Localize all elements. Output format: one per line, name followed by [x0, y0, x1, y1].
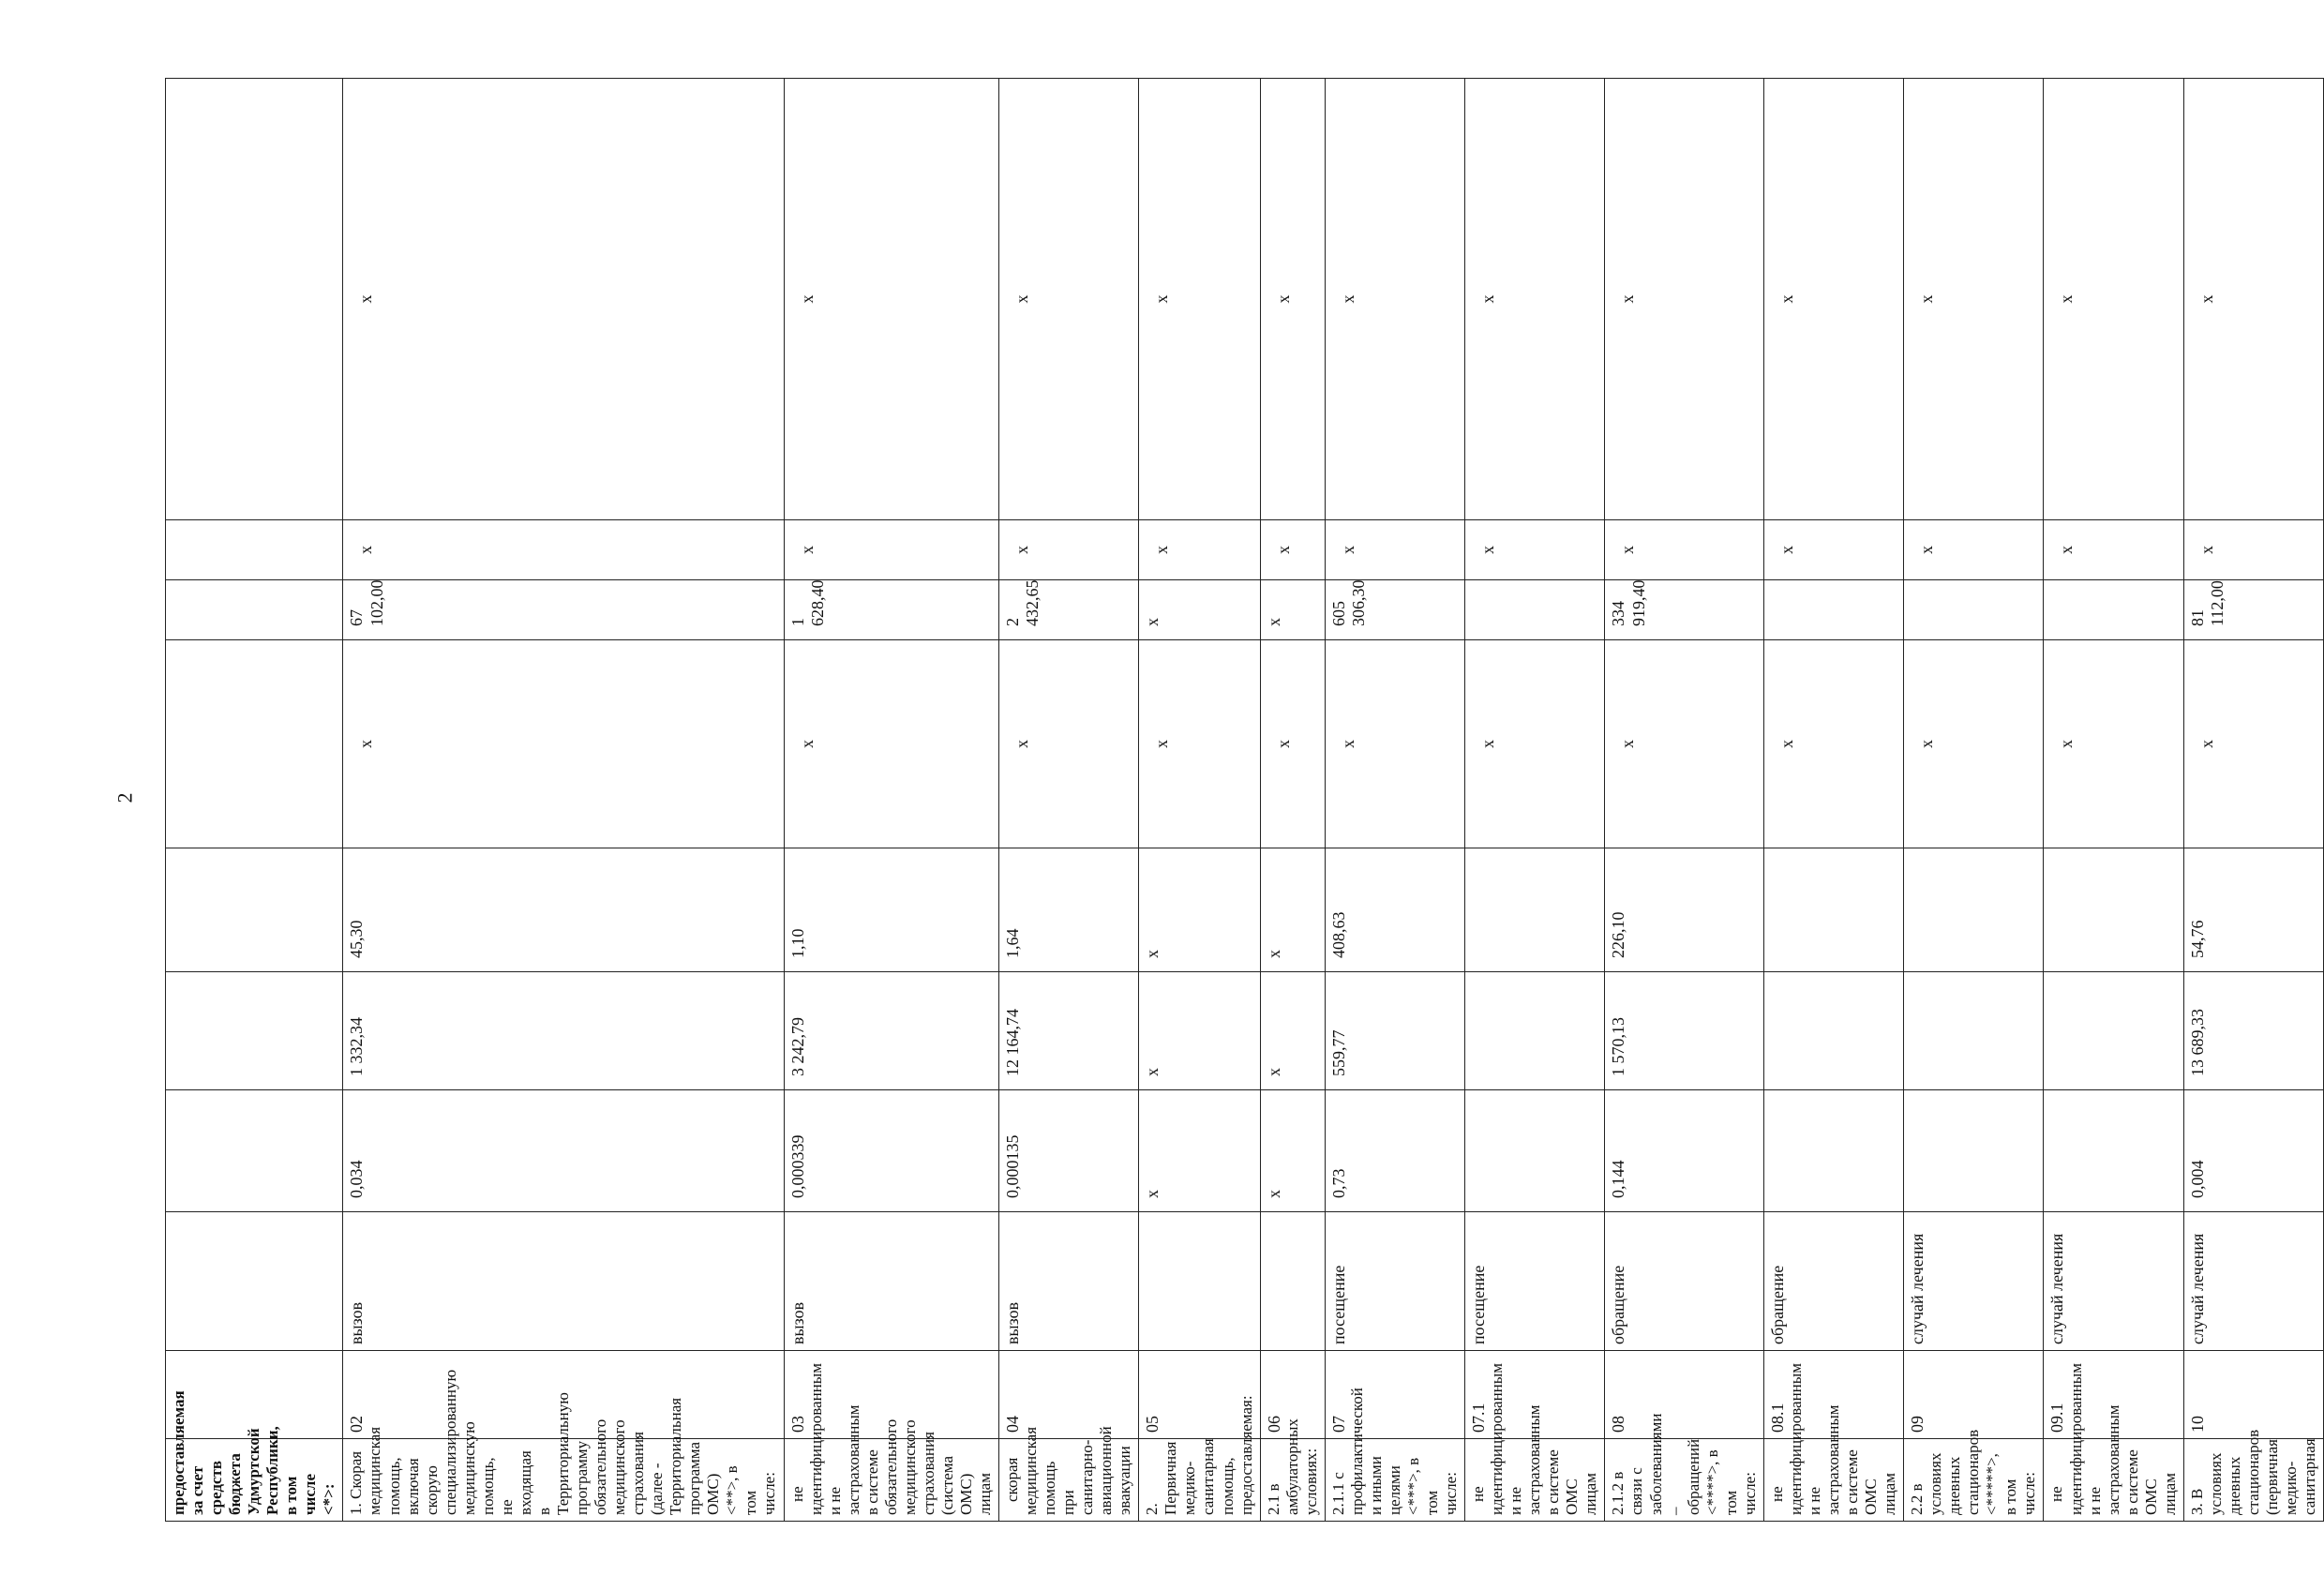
row-value-cell-text: х — [2057, 294, 2077, 304]
row-value-cell-text: 226,10 — [1609, 911, 1628, 958]
row-value-cell — [999, 580, 1139, 640]
row-value-cell-text: х — [1012, 546, 1032, 554]
row-value-cell-text: х — [1478, 294, 1498, 304]
row-name-cell-text: не идентифицированным и не застрахованным в системе ОМС лицам — [1469, 1363, 1600, 1515]
row-value-cell-text: 1,64 — [1003, 928, 1023, 958]
row-value-cell — [343, 580, 784, 640]
row-value-cell-text: х — [1152, 294, 1172, 304]
row-value-cell — [166, 972, 343, 1090]
row-name-cell-text: предоставляемая за счет средств бюджета Удмуртской Республики, в том числе <*>: — [170, 1390, 338, 1515]
row-value-cell-text: 45,30 — [347, 920, 367, 958]
table-row — [2044, 79, 2183, 1522]
table-row — [1139, 79, 1260, 1522]
table-row — [1260, 79, 1325, 1522]
row-value-cell — [1325, 972, 1464, 1090]
row-value-cell — [784, 848, 999, 972]
row-name-cell — [1904, 1429, 2044, 1522]
row-value-cell — [2044, 1090, 2183, 1212]
row-value-cell — [166, 79, 343, 520]
row-unit-cell-text: обращение — [1609, 1265, 1628, 1344]
row-unit-cell-text: случай лечения — [1908, 1233, 1927, 1344]
row-name-cell-text: 3. В условиях дневных стационаров (первичная медико-санитарная — [2187, 1429, 2319, 1515]
row-name-cell-text: 2.1.1 с профилактической и иными целями <***>, в том числе: — [1328, 1388, 1461, 1515]
row-value-cell — [1465, 848, 1605, 972]
row-value-cell — [784, 79, 999, 520]
row-name-cell-text: скорая медицинская помощь при санитарно-авиационной эвакуации — [1003, 1426, 1134, 1515]
row-code-cell-text: 09.1 — [2047, 1403, 2067, 1433]
row-value-cell — [1763, 1090, 1903, 1212]
row-code-cell — [2183, 1351, 2323, 1439]
row-value-cell — [2044, 640, 2183, 848]
row-value-cell-text: 0,000339 — [787, 1134, 807, 1198]
row-value-cell — [784, 972, 999, 1090]
row-value-cell-text: х — [1338, 546, 1357, 554]
row-value-cell — [1904, 79, 2044, 520]
row-value-cell-text: х — [797, 740, 817, 748]
row-value-cell — [2044, 972, 2183, 1090]
row-unit-cell-text: вызов — [1003, 1301, 1023, 1344]
row-value-cell — [1605, 972, 1763, 1090]
row-value-cell-text: х — [1273, 740, 1293, 748]
row-unit-cell-text: случай лечения — [2047, 1233, 2067, 1344]
row-value-cell — [1260, 79, 1325, 520]
row-value-cell — [2183, 640, 2323, 848]
row-value-cell — [2183, 972, 2323, 1090]
row-value-cell — [1139, 79, 1260, 520]
row-code-cell-text: 09 — [1908, 1416, 1927, 1433]
row-value-cell — [1260, 848, 1325, 972]
row-value-cell — [1763, 79, 1903, 520]
row-code-cell-text: 06 — [1264, 1416, 1283, 1433]
row-value-cell — [1465, 520, 1605, 580]
row-value-cell — [1465, 1090, 1605, 1212]
row-value-cell-text: 408,63 — [1328, 911, 1348, 958]
row-unit-cell-text: посещение — [1328, 1265, 1348, 1344]
row-value-cell — [1904, 580, 2044, 640]
row-value-cell-text: х — [1338, 294, 1357, 304]
row-value-cell-text: х — [356, 546, 376, 554]
row-code-cell-text: 08 — [1609, 1416, 1628, 1433]
row-value-cell-text: х — [2197, 294, 2216, 304]
row-value-cell-text: х — [2057, 740, 2077, 748]
row-value-cell-text: х — [1618, 740, 1638, 748]
row-value-cell — [1260, 640, 1325, 848]
row-value-cell-text: 1,10 — [787, 928, 807, 958]
row-code-cell — [1325, 1351, 1464, 1439]
row-value-cell — [2183, 1090, 2323, 1212]
row-value-cell-text: х — [1143, 950, 1162, 958]
row-value-cell — [784, 580, 999, 640]
row-value-cell-text: 0,034 — [347, 1160, 367, 1198]
row-value-cell — [2183, 520, 2323, 580]
row-value-cell — [1260, 520, 1325, 580]
row-code-cell-text: 05 — [1143, 1416, 1162, 1433]
row-value-cell — [343, 972, 784, 1090]
row-value-cell-text: 1 332,34 — [347, 1017, 367, 1076]
row-name-cell-text: не идентифицированным и не застрахованным в системе ОМС лицам — [1767, 1363, 1899, 1515]
row-name-cell-text: 2.2 в условиях дневных стационаров <*****>, в том числе: — [1908, 1429, 2039, 1515]
row-value-cell-text: 1 570,13 — [1609, 1017, 1628, 1076]
row-value-cell — [784, 640, 999, 848]
row-unit-cell — [1465, 1212, 1605, 1351]
row-name-cell-text: 2.1.2 в связи с заболеваниями – обращений <****>, в том числе: — [1609, 1413, 1759, 1515]
row-value-cell — [1325, 520, 1464, 580]
row-value-cell — [1605, 640, 1763, 848]
row-value-cell — [166, 520, 343, 580]
financing-table — [165, 78, 2324, 1522]
row-unit-cell — [1904, 1212, 2044, 1351]
row-value-cell — [1325, 1090, 1464, 1212]
row-value-cell — [784, 520, 999, 580]
row-value-cell-text: х — [1273, 294, 1293, 304]
row-value-cell-text: 2 432,65 — [1003, 579, 1042, 626]
table-row — [1763, 79, 1903, 1522]
row-unit-cell — [999, 1212, 1139, 1351]
row-value-cell-text: х — [1917, 294, 1937, 304]
row-value-cell — [1139, 580, 1260, 640]
row-value-cell-text: х — [356, 740, 376, 748]
row-value-cell-text: х — [1478, 546, 1498, 554]
row-value-cell — [1325, 848, 1464, 972]
row-value-cell — [999, 848, 1139, 972]
row-value-cell-text: х — [1264, 1190, 1283, 1198]
row-value-cell-text: х — [1273, 546, 1293, 554]
row-value-cell — [2183, 79, 2323, 520]
row-code-cell-text: 08.1 — [1767, 1403, 1787, 1433]
row-code-cell — [999, 1351, 1139, 1439]
table-row — [1904, 79, 2044, 1522]
row-value-cell — [1605, 79, 1763, 520]
table-row — [1605, 79, 1763, 1522]
table-row — [1325, 79, 1464, 1522]
row-value-cell-text: х — [1777, 546, 1796, 554]
row-value-cell-text: 559,77 — [1328, 1029, 1348, 1076]
row-value-cell — [999, 640, 1139, 848]
row-value-cell-text: х — [1618, 546, 1638, 554]
row-unit-cell-text: вызов — [787, 1301, 807, 1344]
row-value-cell-text: х — [1264, 950, 1283, 958]
row-unit-cell — [2183, 1212, 2323, 1351]
row-value-cell — [166, 848, 343, 972]
row-unit-cell — [166, 1212, 343, 1351]
row-value-cell-text: х — [2197, 740, 2216, 748]
row-value-cell — [1139, 640, 1260, 848]
row-name-cell — [2183, 1429, 2323, 1522]
row-code-cell-text: 04 — [1003, 1416, 1023, 1433]
row-name-cell-text: не идентифицированным и не застрахованным в системе ОМС лицам — [2047, 1363, 2179, 1515]
row-value-cell-text: 54,76 — [2187, 920, 2207, 958]
row-value-cell-text: 13 689,33 — [2187, 1009, 2207, 1076]
row-value-cell — [999, 1090, 1139, 1212]
row-value-cell — [1904, 640, 2044, 848]
row-value-cell-text: х — [2057, 546, 2077, 554]
row-code-cell-text: 03 — [787, 1416, 807, 1433]
row-value-cell — [1260, 1090, 1325, 1212]
row-value-cell-text: х — [1777, 294, 1796, 304]
row-value-cell — [1605, 1090, 1763, 1212]
row-value-cell-text: х — [1777, 740, 1796, 748]
row-value-cell-text: х — [1338, 740, 1357, 748]
row-name-cell-text: не идентифицированным и не застрахованным в системе обязательного медицинского страхования (система ОМС) лицам — [787, 1363, 994, 1515]
row-code-cell-text: 10 — [2187, 1416, 2207, 1433]
row-value-cell — [1139, 1090, 1260, 1212]
rotated-table-container — [165, 78, 2319, 1522]
row-value-cell-text: х — [2197, 546, 2216, 554]
row-value-cell-text: х — [1143, 618, 1162, 626]
row-value-cell-text: х — [1618, 294, 1638, 304]
row-value-cell-text: 1 628,40 — [787, 579, 827, 626]
row-unit-cell-text: посещение — [1469, 1265, 1489, 1344]
row-value-cell — [1605, 580, 1763, 640]
row-value-cell-text: х — [797, 546, 817, 554]
row-value-cell — [1139, 520, 1260, 580]
row-value-cell-text: х — [1143, 1190, 1162, 1198]
row-value-cell-text: х — [1478, 740, 1498, 748]
row-value-cell — [1465, 580, 1605, 640]
row-unit-cell — [343, 1212, 784, 1351]
row-unit-cell — [1260, 1212, 1325, 1351]
row-value-cell — [999, 972, 1139, 1090]
row-value-cell-text: 605 306,30 — [1328, 579, 1368, 626]
row-value-cell — [343, 848, 784, 972]
row-value-cell-text: 67 102,00 — [347, 579, 386, 626]
row-value-cell-text: 0,144 — [1609, 1160, 1628, 1198]
row-value-cell — [1904, 1090, 2044, 1212]
row-value-cell — [1904, 520, 2044, 580]
row-unit-cell-text: случай лечения — [2187, 1233, 2207, 1344]
row-value-cell — [2044, 79, 2183, 520]
row-unit-cell-text: вызов — [347, 1301, 367, 1344]
row-value-cell — [2044, 848, 2183, 972]
row-value-cell — [1605, 848, 1763, 972]
row-value-cell — [2183, 848, 2323, 972]
row-value-cell-text: х — [1917, 546, 1937, 554]
row-value-cell-text: х — [1152, 546, 1172, 554]
row-value-cell — [2183, 580, 2323, 640]
row-name-cell — [999, 1426, 1139, 1522]
row-value-cell-text: х — [1012, 294, 1032, 304]
row-unit-cell — [1763, 1212, 1903, 1351]
row-value-cell — [1325, 580, 1464, 640]
row-value-cell-text: х — [1143, 1068, 1162, 1076]
table-row — [166, 79, 343, 1522]
row-value-cell — [784, 1090, 999, 1212]
row-value-cell-text: х — [1152, 740, 1172, 748]
row-value-cell-text: 0,73 — [1328, 1168, 1348, 1198]
row-code-cell-text: 07 — [1328, 1416, 1348, 1433]
row-value-cell — [2044, 580, 2183, 640]
row-code-cell — [1904, 1351, 2044, 1439]
row-code-cell — [1605, 1351, 1763, 1439]
row-value-cell — [166, 580, 343, 640]
table-row — [2183, 79, 2323, 1522]
row-code-cell — [166, 1351, 343, 1439]
row-value-cell — [1605, 520, 1763, 580]
row-code-cell-text: 02 — [347, 1416, 367, 1433]
row-value-cell — [1763, 848, 1903, 972]
row-value-cell — [999, 520, 1139, 580]
row-value-cell — [1904, 848, 2044, 972]
row-value-cell — [1465, 972, 1605, 1090]
row-value-cell — [166, 1090, 343, 1212]
row-value-cell — [1139, 972, 1260, 1090]
row-value-cell — [1260, 972, 1325, 1090]
row-unit-cell — [784, 1212, 999, 1351]
row-value-cell — [1763, 580, 1903, 640]
row-value-cell — [1139, 848, 1260, 972]
row-value-cell-text: 0,004 — [2187, 1160, 2207, 1198]
row-unit-cell-text: обращение — [1767, 1265, 1787, 1344]
row-value-cell — [343, 1090, 784, 1212]
row-name-cell-text: 1. Скорая медицинская помощь, включая скорую специализированную медицинскую помощь, не входящая в Территориальную программу обязательного медицинского страхования (далее - Территориальная программа ОМС) <**>, в том числе: — [347, 1369, 779, 1515]
row-value-cell — [1763, 520, 1903, 580]
row-value-cell — [1325, 640, 1464, 848]
row-value-cell-text: 0,000135 — [1003, 1134, 1023, 1198]
row-value-cell — [999, 79, 1139, 520]
row-value-cell-text: х — [797, 294, 817, 304]
table-row — [1465, 79, 1605, 1522]
row-value-cell — [1260, 580, 1325, 640]
row-value-cell-text: х — [356, 294, 376, 304]
row-value-cell — [1904, 972, 2044, 1090]
row-value-cell-text: х — [1264, 1068, 1283, 1076]
row-code-cell-text: 07.1 — [1469, 1403, 1489, 1433]
row-value-cell-text: 3 242,79 — [787, 1017, 807, 1076]
row-name-cell-text: 2.1 в амбулаторных условиях: — [1264, 1418, 1320, 1515]
page-number: 2 — [112, 792, 137, 803]
row-value-cell-text: х — [1264, 618, 1283, 626]
row-value-cell — [1465, 640, 1605, 848]
table-row — [784, 79, 999, 1522]
row-name-cell — [166, 1390, 343, 1522]
row-value-cell-text: 81 112,00 — [2187, 580, 2227, 626]
row-value-cell-text: 12 164,74 — [1003, 1009, 1023, 1076]
row-value-cell-text: х — [1917, 740, 1937, 748]
row-unit-cell — [2044, 1212, 2183, 1351]
row-value-cell-text: х — [1012, 740, 1032, 748]
row-value-cell — [1763, 640, 1903, 848]
row-value-cell — [2044, 520, 2183, 580]
row-unit-cell — [1325, 1212, 1464, 1351]
row-unit-cell — [1139, 1212, 1260, 1351]
row-value-cell — [1763, 972, 1903, 1090]
row-unit-cell — [1605, 1212, 1763, 1351]
table-row — [343, 79, 784, 1522]
row-value-cell — [343, 79, 784, 520]
table-row — [999, 79, 1139, 1522]
row-value-cell-text: 334 919,40 — [1609, 579, 1648, 626]
row-value-cell — [343, 640, 784, 848]
row-value-cell — [166, 640, 343, 848]
row-value-cell — [1465, 79, 1605, 520]
row-value-cell — [1325, 79, 1464, 520]
row-name-cell-text: 2. Первичная медико-санитарная помощь, предоставляемая: — [1143, 1395, 1255, 1515]
row-value-cell — [343, 520, 784, 580]
